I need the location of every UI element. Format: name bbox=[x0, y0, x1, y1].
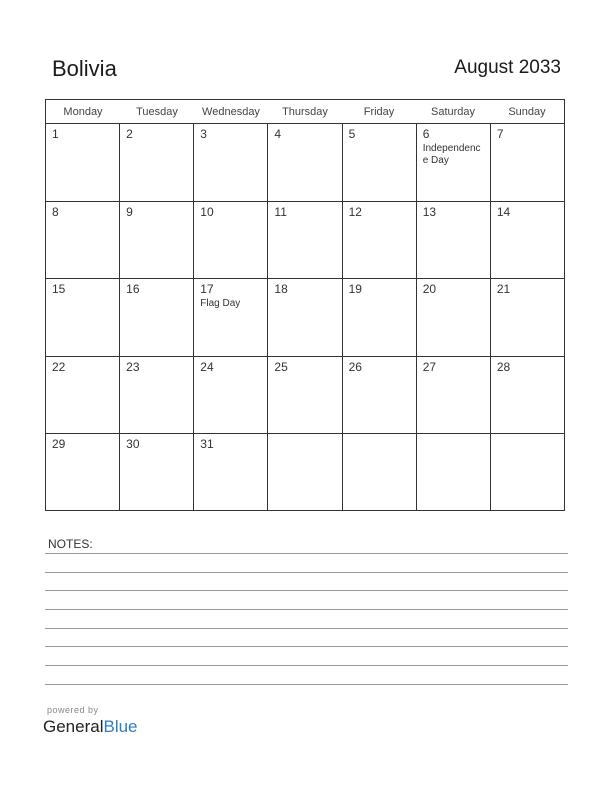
calendar-day-cell bbox=[268, 202, 342, 279]
calendar-day-cell bbox=[343, 434, 417, 511]
calendar-day-cell bbox=[120, 124, 194, 201]
day-number: 25 bbox=[274, 359, 288, 374]
day-number: 22 bbox=[52, 359, 66, 374]
calendar-day-cell bbox=[46, 357, 120, 434]
weeks-container bbox=[46, 124, 564, 511]
notes-line bbox=[45, 553, 568, 554]
powered-by-text: powered by bbox=[47, 705, 99, 715]
day-number: 29 bbox=[52, 437, 66, 452]
day-number: 27 bbox=[422, 359, 437, 374]
country-title: Bolivia bbox=[52, 56, 117, 81]
calendar-day-cell bbox=[268, 357, 342, 434]
notes-line bbox=[45, 590, 568, 591]
day-number: 9 bbox=[126, 204, 133, 219]
holiday-label: Independence Day bbox=[422, 143, 481, 166]
calendar-day-cell bbox=[120, 202, 194, 279]
calendar-day-cell bbox=[120, 434, 194, 511]
day-number: 31 bbox=[200, 437, 214, 452]
calendar-day-cell bbox=[491, 357, 564, 434]
notes-line bbox=[45, 665, 568, 666]
month-year-title: August 2033 bbox=[454, 57, 561, 78]
calendar-day-cell bbox=[417, 357, 491, 434]
brand-general: General bbox=[43, 717, 104, 736]
weekday-saturday: Saturday bbox=[430, 106, 476, 118]
calendar-day-cell bbox=[268, 434, 342, 511]
calendar-day-cell bbox=[343, 124, 417, 201]
calendar-day-cell bbox=[491, 202, 564, 279]
calendar-day-cell bbox=[343, 357, 417, 434]
notes-label: NOTES: bbox=[48, 537, 93, 551]
day-number: 30 bbox=[126, 437, 140, 452]
calendar-day-cell bbox=[194, 202, 268, 279]
weekday-sunday: Sunday bbox=[508, 106, 546, 118]
calendar-day-cell bbox=[120, 279, 194, 356]
day-number: 14 bbox=[496, 204, 511, 219]
weekday-tuesday: Tuesday bbox=[136, 106, 178, 118]
notes-line bbox=[45, 684, 568, 685]
generalblue-logo bbox=[43, 717, 138, 737]
calendar-day-cell bbox=[417, 124, 491, 201]
calendar-day-cell bbox=[46, 124, 120, 201]
weekday-friday: Friday bbox=[363, 106, 395, 118]
calendar-day-cell bbox=[343, 279, 417, 356]
day-number: 19 bbox=[348, 282, 362, 297]
calendar-day-cell bbox=[46, 202, 120, 279]
calendar-day-cell bbox=[491, 124, 564, 201]
holiday-label: Flag Day bbox=[200, 298, 241, 310]
calendar-day-cell bbox=[417, 279, 491, 356]
day-number: 24 bbox=[200, 359, 214, 374]
day-number: 21 bbox=[496, 282, 511, 297]
calendar-day-cell bbox=[120, 357, 194, 434]
calendar-day-cell bbox=[46, 434, 120, 511]
weekday-header bbox=[46, 100, 564, 124]
calendar-day-cell bbox=[194, 124, 268, 201]
day-number: 28 bbox=[496, 359, 511, 374]
day-number: 7 bbox=[496, 127, 504, 141]
day-number: 1 bbox=[52, 127, 59, 141]
weekday-thursday: Thursday bbox=[282, 106, 328, 118]
calendar-grid bbox=[45, 99, 565, 511]
day-number: 5 bbox=[348, 127, 356, 141]
day-number: 8 bbox=[52, 204, 59, 219]
day-number: 20 bbox=[422, 282, 437, 297]
notes-line bbox=[45, 609, 568, 610]
notes-line bbox=[45, 646, 568, 647]
brand-blue: Blue bbox=[103, 717, 138, 736]
calendar-day-cell bbox=[343, 202, 417, 279]
day-number: 15 bbox=[52, 282, 66, 297]
day-number: 3 bbox=[200, 127, 207, 141]
day-number: 11 bbox=[274, 204, 287, 219]
calendar-week-row bbox=[46, 357, 564, 435]
calendar-day-cell bbox=[417, 434, 491, 511]
calendar-week-row bbox=[46, 124, 564, 202]
day-number: 4 bbox=[274, 127, 282, 141]
calendar-week-row bbox=[46, 279, 564, 357]
calendar-day-cell bbox=[194, 357, 268, 434]
day-number: 12 bbox=[348, 204, 362, 219]
weekday-wednesday: Wednesday bbox=[202, 106, 260, 118]
calendar-week-row bbox=[46, 202, 564, 280]
day-number: 16 bbox=[126, 282, 140, 297]
day-number: 23 bbox=[126, 359, 140, 374]
calendar-day-cell bbox=[417, 202, 491, 279]
day-number: 13 bbox=[422, 204, 437, 219]
calendar-day-cell bbox=[491, 279, 564, 356]
calendar-day-cell bbox=[194, 434, 268, 511]
day-number: 17 bbox=[200, 282, 214, 297]
calendar-week-row bbox=[46, 434, 564, 511]
day-number: 2 bbox=[126, 127, 133, 141]
calendar-day-cell bbox=[268, 124, 342, 201]
notes-line bbox=[45, 572, 568, 573]
calendar-day-cell bbox=[194, 279, 268, 356]
calendar-day-cell bbox=[46, 279, 120, 356]
weekday-monday: Monday bbox=[63, 106, 103, 118]
day-number: 6 bbox=[422, 127, 430, 141]
day-number: 10 bbox=[200, 204, 214, 219]
calendar-day-cell bbox=[268, 279, 342, 356]
notes-line bbox=[45, 628, 568, 629]
day-number: 18 bbox=[274, 282, 288, 297]
day-number: 26 bbox=[348, 359, 362, 374]
calendar-day-cell bbox=[491, 434, 564, 511]
